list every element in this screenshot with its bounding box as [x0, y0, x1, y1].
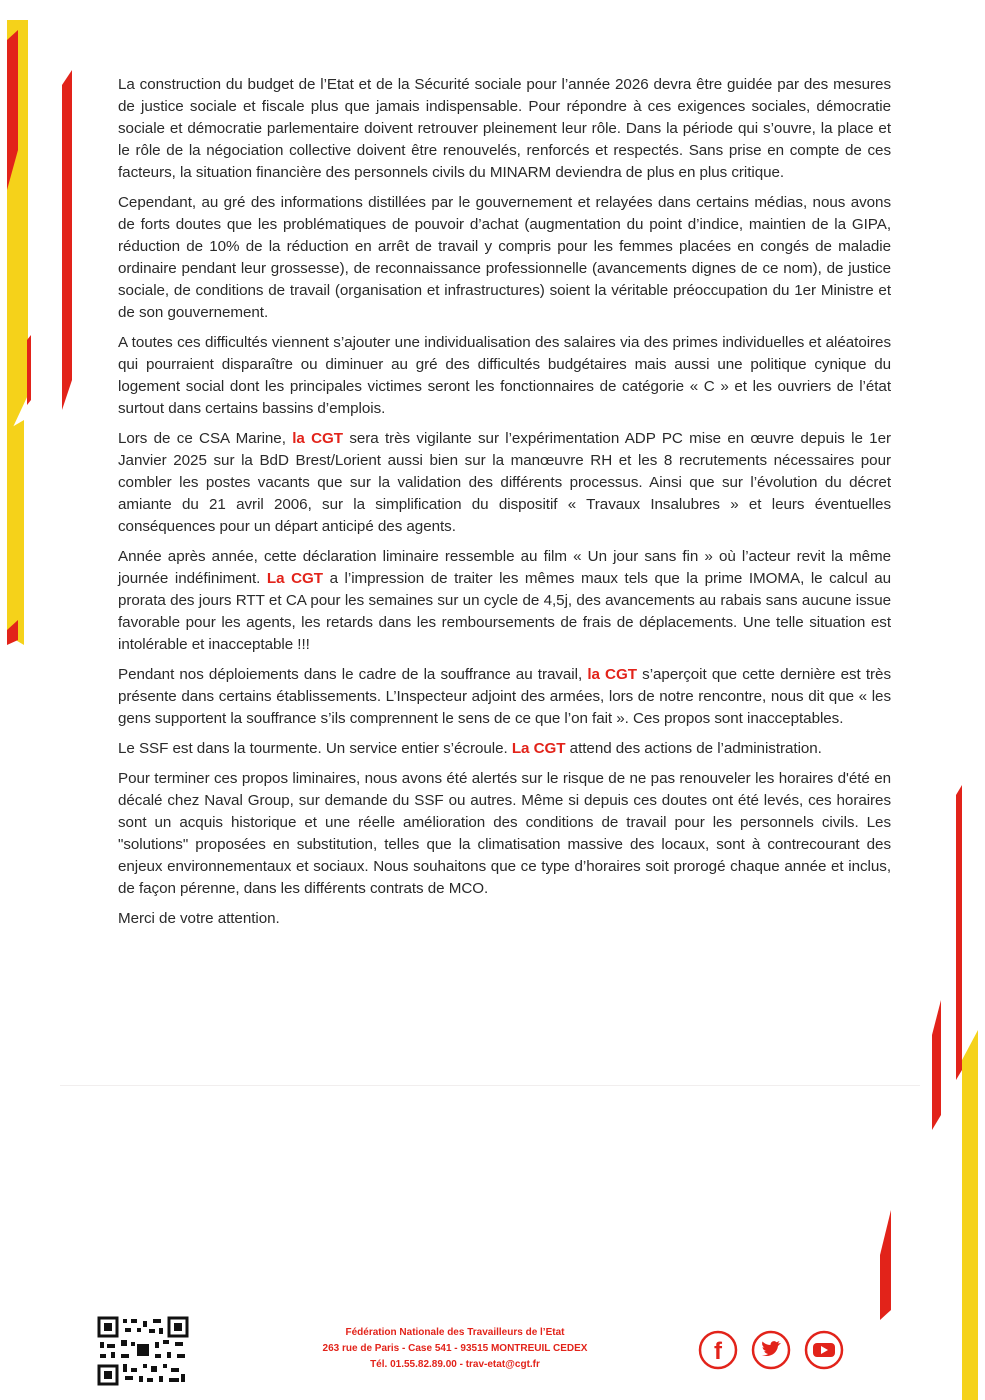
footer-contact: Tél. 01.55.82.89.00 - trav-etat@cgt.fr [370, 1359, 540, 1370]
cgt-highlight: La CGT [511, 740, 566, 757]
p6-text-start: Pendant nos déploiements dans le cadre de la souffrance au travail, [118, 666, 588, 683]
footer-street: 263 rue de Paris - Case 541 - 93515 MONTREUIL CEDEX [322, 1343, 588, 1354]
left-red-thin [27, 335, 31, 405]
right-red-stripe-2 [932, 1000, 941, 1130]
left-red-streak [7, 30, 18, 190]
faint-divider [60, 1085, 920, 1086]
left-yellow-band [7, 20, 28, 440]
cgt-highlight: La CGT [266, 570, 324, 587]
facebook-icon[interactable] [698, 1330, 738, 1370]
p4-text-start: Lors de ce CSA Marine, [118, 430, 293, 447]
left-red-lower [7, 620, 18, 645]
body-text [118, 74, 891, 938]
closing-line: Merci de votre attention. [118, 910, 280, 927]
cgt-highlight: la CGT [292, 430, 343, 447]
p7-text-start: Le SSF est dans la tourmente. Un service entier s’écroule. [118, 740, 512, 757]
footer-org-name: Fédération Nationale des Travailleurs de l’Etat [345, 1327, 565, 1338]
footer-address [290, 1325, 620, 1373]
left-red-wedge [62, 70, 72, 410]
paragraph-1: La construction du budget de l’Etat et de la Sécurité sociale pour l’année 2026 devra être guidée par des mesures de justice sociale et fiscale plus que jamais indispensable. Pour répondre à ces exigences sociales, démocratie sociale et démocratie parlementaire doivent retrouver pleinement leur rôle. Dans la période qui s’ouvre, la place et le rôle de la négociation collective doivent être renouvelés, renforcés et respectés. Sans prise en compte de ces facteurs, la situation financière des personnels civils du MINARM deviendra de plus en plus critique. [118, 76, 891, 181]
right-red-stripe-1 [956, 785, 962, 1080]
right-red-stripe-3 [880, 1210, 891, 1320]
paragraph-4 [118, 428, 891, 538]
paragraph-6 [118, 664, 891, 730]
cgt-highlight: la CGT [587, 666, 637, 683]
paragraph-2: Cependant, au gré des informations distillées par le gouvernement et relayées dans certains médias, nous avons de forts doutes que les problématiques de pouvoir d’achat (augmentation du point d’indice, maintien de la GIPA, réduction de 10% de la réduction en arrêt de travail y compris pour les femmes placées en congés de maladie ordinaire pendant leur grossesse), de reconnaissance professionnelle (avancements dignes de ce nom), de justice sociale, de conditions de travail (organisation et infrastructures) soient la véritable préoccupation du 1er Ministre et de son gouvernement. [118, 194, 891, 321]
twitter-icon[interactable] [751, 1330, 791, 1370]
paragraph-7 [118, 738, 891, 760]
p5-text-start: Année après année, cette déclaration liminaire ressemble au film « Un jour sans fin » où l’acteur revit la même journée indéfiniment. [118, 548, 891, 587]
qr-code-icon[interactable] [97, 1316, 189, 1386]
left-yellow-lower [7, 420, 24, 645]
p6-text-end: s’aperçoit que cette dernière est très présente dans certains établissements. L’Inspecteur adjoint des armées, lors de notre rencontre, nous dit que « les gens supportent la souffrance s’ils comprennent le sens de ce que l’on fait ». Ces propos sont inacceptables. [118, 666, 892, 727]
p7-text-end: attend des actions de l’administration. [565, 740, 822, 757]
paragraph-5 [118, 546, 891, 656]
paragraph-8: Pour terminer ces propos liminaires, nous avons été alertés sur le risque de ne pas renouveler les horaires d'été en décalé chez Naval Group, sur demande du SSF ou autres. Même si depuis ces doutes ont été levés, ces horaires sont un acquis historique et une réelle amélioration des conditions de travail pour les personnels civils. Les "solutions" proposées en substitution, telles que la climatisation massive des locaux, sont à contrecourant des enjeux environnementaux et sociaux. Nous souhaitons que ce type d’horaires soit prorogé chaque année et inclus, de façon pérenne, dans les différents contrats de MCO. [118, 770, 891, 897]
right-yellow-band [962, 1030, 978, 1320]
paragraph-3: A toutes ces difficultés viennent s’ajouter une individualisation des salaires via des primes individuelles et aléatoires qui pourraient disparaître ou diminuer au gré des difficultés budgétaires mais aussi une politique cynique du logement social dont les principales victimes seront les fonctionnaires de catégorie « C » et les ouvriers de l’état surtout dans certains bassins d’emplois. [118, 334, 891, 417]
facebook-glyph: f [714, 1338, 722, 1365]
youtube-icon[interactable] [804, 1330, 844, 1370]
p4-text-end: sera très vigilante sur l’expérimentation ADP PC mise en œuvre depuis le 1er Janvier 2025 sur la BdD Brest/Lorient aussi bien sur la manœuvre RH et les 8 recrutements nécessaires pour combler les postes vacants que sur la validation des différents processus. Ainsi que sur l’évolution du décret amiante du 21 avril 2006, sur la simplification du dispositif « Travaux Insalubres » et leurs éventuelles conséquences pour un départ anticipé des agents. [118, 430, 891, 535]
right-yellow-lower [962, 1300, 978, 1400]
p5-text-end: a l’impression de traiter les mêmes maux tels que la prime IMOMA, le calcul au prorata des jours RTT et CA pour les semaines sur un cycle de 4,5j, des avancements au rabais sans aucune issue favorable pour les agents, les retards dans les remboursements de frais de déplacements. Une telle situation est intolérable et inacceptable !!! [118, 570, 892, 653]
